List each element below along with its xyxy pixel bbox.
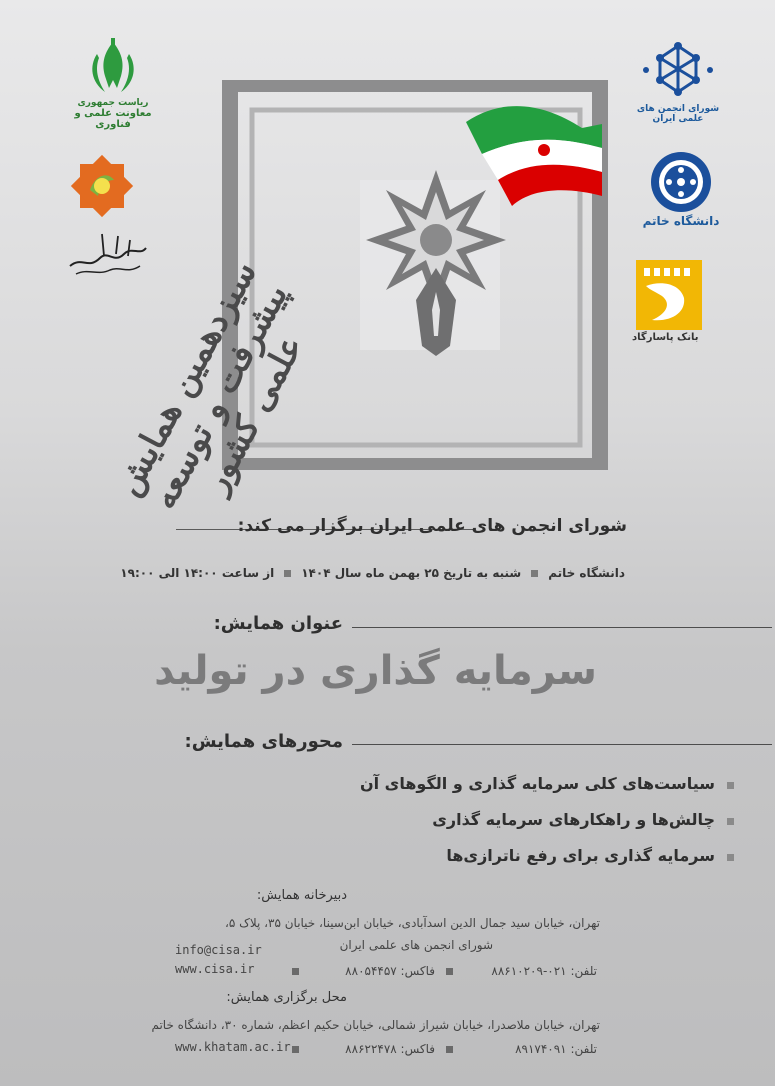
vice-presidency-subcaption: ریاست جمهوری xyxy=(77,98,149,108)
venue-address: تهران، خیابان ملاصدرا، خیابان شیراز شمالی، خیابان حکیم اعظم، شماره ۳۰، دانشگاه خاتم xyxy=(151,1018,600,1032)
secretariat-org: شورای انجمن های علمی ایران xyxy=(339,938,493,952)
secretariat-web[interactable] xyxy=(175,962,254,976)
star-emblem-logo xyxy=(66,150,138,226)
venue-web[interactable] xyxy=(175,1040,291,1054)
venue-web-link[interactable]: www.khatam.ac.ir xyxy=(175,1040,291,1054)
topic-item xyxy=(446,846,715,865)
event-venue: دانشگاه خاتم xyxy=(548,566,625,580)
iran-emblem-icon xyxy=(83,36,143,98)
pasargad-caption: بانک پاسارگاد xyxy=(632,332,699,343)
calligraphy-logo xyxy=(62,226,152,282)
separator-square-icon xyxy=(292,968,299,975)
topic-item xyxy=(432,810,715,829)
secretariat-address: تهران، خیابان سید جمال الدین اسدآبادی، خیابان ابن‌سینا، خیابان ۳۵، پلاک ۵، xyxy=(224,916,600,930)
topics-divider xyxy=(352,744,772,745)
secretariat-fax: فاکس: ۸۸۰۵۴۴۵۷ xyxy=(345,964,435,978)
pasargad-logo xyxy=(632,256,722,343)
venue-heading: محل برگزاری همایش: xyxy=(226,990,347,1005)
secretariat-heading: دبیرخانه همایش: xyxy=(256,888,347,903)
separator-square-icon xyxy=(446,1046,453,1053)
iran-society-caption: شورای انجمن های علمی ایران xyxy=(636,104,720,124)
star-emblem-icon xyxy=(66,150,138,222)
separator-square xyxy=(284,570,291,577)
event-info xyxy=(120,566,625,580)
event-date: شنبه به تاریخ ۲۵ بهمن ماه سال ۱۴۰۴ xyxy=(301,566,522,580)
bullet-square-icon xyxy=(727,818,734,825)
topic-item xyxy=(360,774,715,793)
calligraphy-title xyxy=(107,190,422,516)
molecule-network-icon xyxy=(638,40,718,104)
topic-label: سرمایه گذاری برای رفع ناترازی‌ها xyxy=(446,846,715,865)
venue-fax: فاکس: ۸۸۶۲۲۴۷۸ xyxy=(345,1042,435,1056)
secretariat-phone: تلفن: ۰۲۱-۸۸۶۱۰۲۰۹ xyxy=(491,964,597,978)
bullet-square-icon xyxy=(727,782,734,789)
organizer-line: شورای انجمن های علمی ایران برگزار می کند: xyxy=(237,516,627,536)
title-divider xyxy=(352,627,772,628)
secretariat-email[interactable] xyxy=(175,943,262,957)
secretariat-web-link[interactable]: www.cisa.ir xyxy=(175,962,255,976)
topics-heading: محورهای همایش: xyxy=(184,731,343,752)
vice-presidency-logo xyxy=(68,36,158,130)
calligraphy-signature-icon xyxy=(62,226,152,282)
khatam-seal-icon xyxy=(649,150,713,214)
event-title: سرمایه گذاری در تولید xyxy=(154,648,597,694)
pasargad-bank-icon xyxy=(632,256,706,332)
separator-square xyxy=(531,570,538,577)
iran-society-logo xyxy=(628,40,728,124)
khatam-logo xyxy=(636,150,726,228)
khatam-caption: دانشگاه خاتم xyxy=(642,214,720,228)
venue-phone: تلفن: ۸۹۱۷۴۰۹۱ xyxy=(515,1042,597,1056)
separator-square-icon xyxy=(292,1046,299,1053)
vice-presidency-caption: معاونت علمی و فناوری xyxy=(74,108,152,130)
calligraphy-title-text: سیزدهمین همایش پیشرفت و توسعه علمی کشور xyxy=(107,254,312,516)
topic-label: سیاست‌های کلی سرمایه گذاری و الگوهای آن xyxy=(359,774,715,793)
topic-label: چالش‌ها و راهکارهای سرمایه گذاری xyxy=(432,810,715,829)
bullet-square-icon xyxy=(727,854,734,861)
secretariat-email-link[interactable]: info@cisa.ir xyxy=(175,943,262,957)
separator-square-icon xyxy=(446,968,453,975)
title-heading: عنوان همایش: xyxy=(213,613,343,634)
event-time: از ساعت ۱۴:۰۰ الی ۱۹:۰۰ xyxy=(120,566,275,580)
